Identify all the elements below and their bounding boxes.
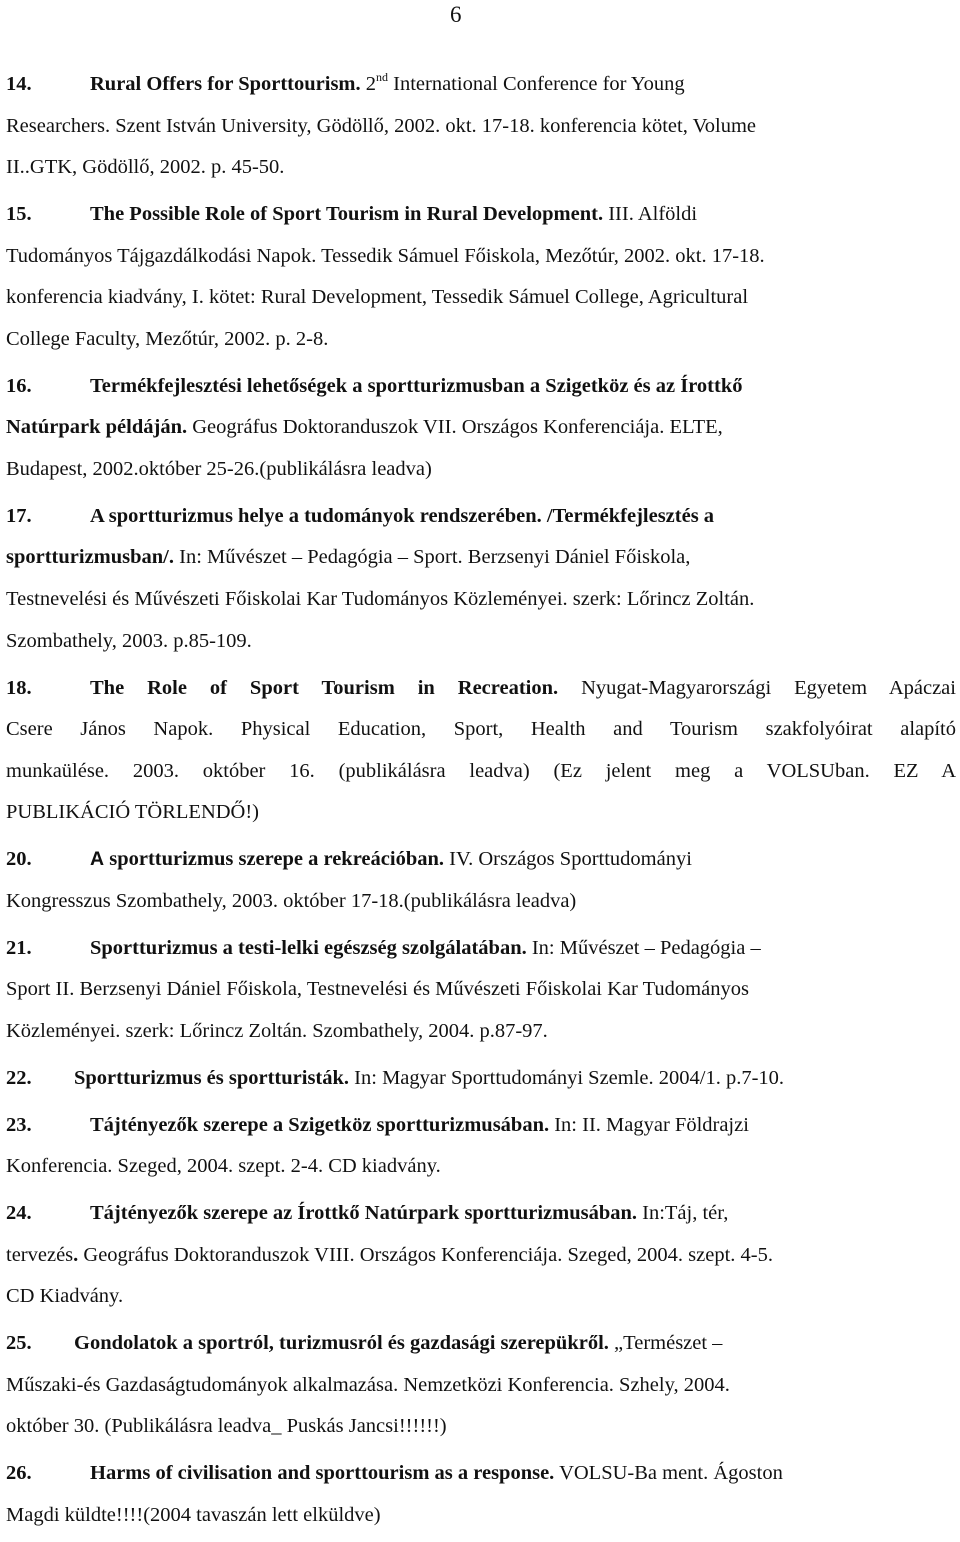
entry-line <box>6 496 956 538</box>
entry-line <box>6 839 956 881</box>
entry-line <box>6 64 956 106</box>
page-number: 6 <box>450 2 462 27</box>
entry-text: In: II. Magyar Földrajzi <box>549 1113 749 1136</box>
entry-text: Nyugat-Magyarországi Egyetem Apáczai <box>558 676 956 699</box>
entry-text: 2 <box>360 73 377 95</box>
entry-number: 22. <box>6 1066 32 1089</box>
publication-list <box>6 64 956 1542</box>
entry-text: Műszaki-és Gazdaságtudományok alkalmazása. Nemzetközi Konferencia. Szhely, 2004. <box>6 1373 730 1396</box>
entry-number: 23. <box>6 1113 32 1136</box>
entry-title: Sportturizmus a testi-lelki egészség szolgálatában. <box>90 936 527 959</box>
entry-line <box>6 1406 956 1448</box>
entry-line <box>6 969 956 1011</box>
entry-line <box>6 928 956 970</box>
publication-entry <box>6 928 956 1053</box>
publication-entry <box>6 1193 956 1318</box>
entry-title: . <box>73 1243 79 1266</box>
entry-line <box>6 319 956 361</box>
entry-number: 25. <box>6 1332 32 1355</box>
entry-text: III. Alföldi <box>603 203 698 226</box>
entry-number: 17. <box>6 504 32 527</box>
entry-number: 15. <box>6 203 32 226</box>
entry-number: 18. <box>6 676 32 699</box>
entry-title: Termékfejlesztési lehetőségek a sportturizmusban a Szigetköz és az Írottkő <box>90 374 743 397</box>
entry-text: Közleményei. szerk: Lőrincz Zoltán. Szombathely, 2004. p.87-97. <box>6 1019 548 1042</box>
entry-number: 14. <box>6 73 32 95</box>
entry-text: Szombathely, 2003. p.85-109. <box>6 629 252 652</box>
entry-title-initial: A <box>90 848 105 871</box>
entry-number: 26. <box>6 1462 32 1485</box>
entry-text: PUBLIKÁCIÓ TÖRLENDŐ!) <box>6 801 260 824</box>
entry-number: 16. <box>6 374 32 397</box>
entry-text: Kongresszus Szombathely, 2003. október 17-18.(publikálásra leadva) <box>6 889 577 912</box>
entry-text: konferencia kiadvány, I. kötet: Rural Development, Tessedik Sámuel College, Agricultural <box>6 286 749 309</box>
entry-text: munkaülése. 2003. október 16. (publikálásra leadva) (Ez jelent meg a VOLSUban. EZ A <box>6 759 956 782</box>
entry-line <box>6 792 956 834</box>
entry-line <box>6 751 956 793</box>
entry-line <box>6 1235 956 1277</box>
entry-text: Geográfus Doktoranduszok VIII. Országos Konferenciája. Szeged, 2004. szept. 4-5. <box>78 1243 773 1266</box>
entry-text: október 30. (Publikálásra leadva_ Puskás Jancsi!!!!!!) <box>6 1415 447 1438</box>
entry-title: sportturizmus szerepe a rekreációban. <box>104 848 445 871</box>
entry-text: tervezés <box>6 1243 74 1266</box>
entry-line <box>6 709 956 751</box>
entry-title: Rural Offers for Sporttourism. <box>90 73 361 95</box>
superscript: nd <box>376 70 389 84</box>
entry-title: Tájtényezők szerepe az Írottkő Natúrpark sportturizmusában. <box>90 1202 638 1225</box>
entry-line <box>6 1365 956 1407</box>
entry-text: International Conference for Young <box>388 73 685 95</box>
entry-line <box>6 1105 956 1147</box>
entry-line <box>6 449 956 491</box>
entry-text: In: Művészet – Pedagógia – <box>526 936 761 959</box>
publication-entry <box>6 64 956 189</box>
entry-line <box>6 1193 956 1235</box>
entry-line <box>6 1276 956 1318</box>
entry-line <box>6 366 956 408</box>
entry-line <box>6 106 956 148</box>
entry-line <box>6 147 956 189</box>
entry-number: 20. <box>6 848 32 871</box>
entry-text: College Faculty, Mezőtúr, 2002. p. 2-8. <box>6 327 329 350</box>
entry-text: Tudományos Tájgazdálkodási Napok. Tessedik Sámuel Főiskola, Mezőtúr, 2002. okt. 17-18. <box>6 244 765 267</box>
entry-line <box>6 194 956 236</box>
publication-entry <box>6 839 956 922</box>
entry-line <box>6 1146 956 1188</box>
entry-text: Budapest, 2002.október 25-26.(publikálásra leadva) <box>6 457 432 480</box>
publication-entry <box>6 366 956 491</box>
entry-text: Konferencia. Szeged, 2004. szept. 2-4. CD kiadvány. <box>6 1155 441 1178</box>
entry-text: Researchers. Szent István University, Gödöllő, 2002. okt. 17-18. konferencia kötet, Volume <box>6 114 756 137</box>
entry-title: Harms of civilisation and sporttourism as a response. <box>90 1462 555 1485</box>
publication-entry <box>6 1453 956 1536</box>
entry-line <box>6 236 956 278</box>
entry-number: 21. <box>6 936 32 959</box>
entry-text: VOLSU-Ba ment. Ágoston <box>554 1462 783 1485</box>
entry-line <box>6 1058 956 1100</box>
entry-line <box>6 407 956 449</box>
entry-line <box>6 1323 956 1365</box>
entry-line <box>6 277 956 319</box>
entry-text: Magdi küldte!!!!(2004 tavaszán lett elküldve) <box>6 1503 381 1526</box>
entry-title: Sportturizmus és sportturisták. <box>74 1066 350 1089</box>
entry-title: Tájtényezők szerepe a Szigetköz sportturizmusában. <box>90 1113 550 1136</box>
publication-entry <box>6 1058 956 1100</box>
entry-title: The Role of Sport Tourism in Recreation. <box>90 676 559 699</box>
entry-text: IV. Országos Sporttudományi <box>444 848 692 871</box>
entry-line <box>6 668 956 710</box>
entry-text: Csere János Napok. Physical Education, Sport, Health and Tourism szakfolyóirat alapító <box>6 718 956 741</box>
entry-line <box>6 1495 956 1537</box>
publication-entry <box>6 194 956 360</box>
entry-title: sportturizmusban/. <box>6 546 175 569</box>
entry-number: 24. <box>6 1202 32 1225</box>
entry-text: Sport II. Berzsenyi Dániel Főiskola, Testnevelési és Művészeti Főiskolai Kar Tudományos <box>6 978 749 1001</box>
entry-line <box>6 537 956 579</box>
entry-text: In:Táj, tér, <box>637 1202 729 1225</box>
entry-text: CD Kiadvány. <box>6 1285 124 1308</box>
entry-line <box>6 881 956 923</box>
entry-text: „Természet – <box>608 1332 723 1355</box>
publication-entry <box>6 668 956 834</box>
entry-text: Testnevelési és Művészeti Főiskolai Kar Tudományos Közleményei. szerk: Lőrincz Zoltán. <box>6 588 755 611</box>
entry-line <box>6 621 956 663</box>
publication-entry <box>6 496 956 662</box>
entry-text: In: Művészet – Pedagógia – Sport. Berzsenyi Dániel Főiskola, <box>174 546 691 569</box>
publication-entry <box>6 1105 956 1188</box>
entry-line <box>6 579 956 621</box>
entry-text: In: Magyar Sporttudományi Szemle. 2004/1. p.7-10. <box>349 1066 785 1089</box>
entry-text: II..GTK, Gödöllő, 2002. p. 45-50. <box>6 156 285 179</box>
entry-line <box>6 1453 956 1495</box>
entry-line <box>6 1011 956 1053</box>
entry-text: Geográfus Doktoranduszok VII. Országos Konferenciája. ELTE, <box>187 416 723 439</box>
entry-title: Gondolatok a sportról, turizmusról és gazdasági szerepükről. <box>74 1332 609 1355</box>
entry-title: A sportturizmus helye a tudományok rendszerében. /Termékfejlesztés a <box>90 504 715 527</box>
publication-entry <box>6 1323 956 1448</box>
entry-title: The Possible Role of Sport Tourism in Rural Development. <box>90 203 604 226</box>
entry-title: Natúrpark példáján. <box>6 416 188 439</box>
